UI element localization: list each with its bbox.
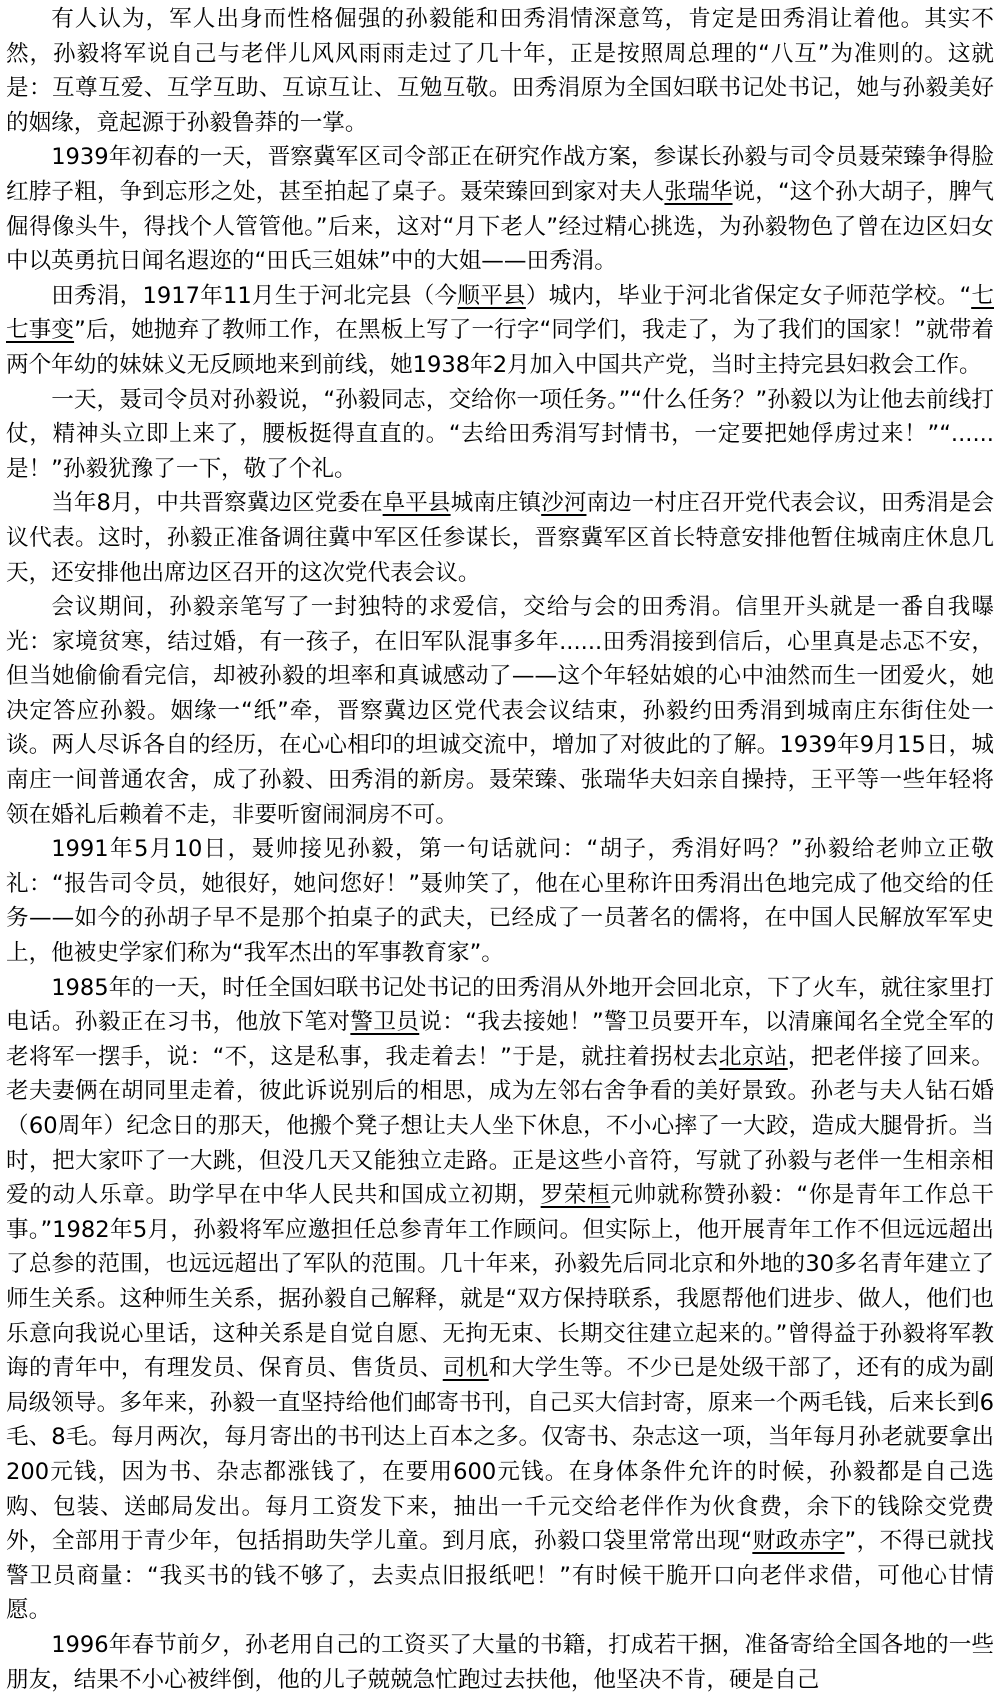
underlined-term: 北京站 bbox=[718, 1043, 788, 1070]
paragraph bbox=[6, 279, 994, 383]
underlined-term: 财政赤字 bbox=[752, 1528, 845, 1555]
text-run: ”后，她抛弃了教师工作，在黑板上写了一行字“同学们，我走了，为了我们的国家！”就带着两个年幼的妹妹义无反顾地来到前线，她1938年2月加入中国共产党，当时主持完县妇救会工作。 bbox=[6, 317, 995, 378]
text-run: 1939年初春的一天，晋察冀军区司令部正在研究作战方案，参谋长孙毅与司令员聂荣臻争得脸红脖子粗，争到忘形之处，甚至拍起了桌子。聂荣臻回到家对夫人 bbox=[6, 144, 994, 205]
paragraph bbox=[6, 486, 994, 590]
underlined-term: 顺平县 bbox=[457, 282, 526, 309]
text-run: ，把老伴接了回来。老夫妻俩在胡同里走着，彼此诉说别后的相思，成为左邻右舍争看的美好景致。孙老与夫人钻石婚（60周年）纪念日的那天，他搬个凳子想让夫人坐下休息，不小心摔了一大跤，造成大腿骨折。当时，把大家吓了一大跳，但没几天又能独立走路。正是这些小音符，写就了孙毅与老伴一生相亲相爱的动人乐章。助学早在中华人民共和国成立初期， bbox=[6, 1043, 995, 1209]
text-run: 说，“这个孙大胡子，脾气倔得像头牛，得找个人管管他。”后来，这对“月下老人”经过精心挑选，为孙毅物色了曾在边区妇女中以英勇抗日闻名遐迩的“田氏三姐妹”中的大姐——田秀涓。 bbox=[6, 178, 994, 275]
text-run: 一天，聂司令员对孙毅说，“孙毅同志，交给你一项任务。”“什么任务？”孙毅以为让他去前线打仗，精神头立即上来了，腰板挺得直直的。“去给田秀涓写封情书，一定要把她俘虏过来！”“......是！”孙毅犹豫了一下，敬了个礼。 bbox=[6, 386, 994, 482]
text-run: 田秀涓，1917年11月生于河北完县（今 bbox=[51, 282, 458, 309]
text-run: 说：“我去接她！”警卫员要开车，以清廉闻名全党全军的老将军一摆手，说：“不，这是私事，我走着去！”于是，就拄着拐杖去 bbox=[6, 1009, 995, 1070]
text-run: 会议期间，孙毅亲笔写了一封独特的求爱信，交给与会的田秀涓。信里开头就是一番自我曝光：家境贫寒，结过婚，有一孩子，在旧军队混事多年......田秀涓接到信后，心里真是忐忑不安，但当她偷偷看完信，却被孙毅的坦率和真诚感动了——这个年轻姑娘的心中油然而生一团爱火，她决定答应孙毅。姻缘一“纸”牵，晋察冀边区党代表会议结束，孙毅约田秀涓到城南庄东街住处一谈。两人尽诉各自的经历，在心心相印的坦诚交流中，增加了对彼此的了解。1939年9月15日，城南庄一间普通农舍，成了孙毅、田秀涓的新房。聂荣臻、张瑞华夫妇亲自操持，王平等一些年轻将领在婚礼后赖着不走，非要听窗闹洞房不可。 bbox=[6, 594, 994, 828]
underlined-term: 警卫员 bbox=[350, 1009, 420, 1036]
text-run: 有人认为，军人出身而性格倔强的孙毅能和田秀涓情深意笃，肯定是田秀涓让着他。其实不然，孙毅将军说自己与老伴儿风风雨雨走过了几十年，正是按照周总理的“八互”为准则的。这就是：互尊互爱、互学互助、互谅互让、互勉互敬。田秀涓原为全国妇联书记处书记，她与孙毅美好的姻缘，竟起源于孙毅鲁莽的一掌。 bbox=[6, 6, 994, 136]
underlined-term: 七七事变 bbox=[6, 282, 994, 344]
underlined-term: 司机 bbox=[442, 1355, 489, 1382]
text-run: ”，不得已就找警卫员商量：“我买书的钱不够了，去卖点旧报纸吧！”有时候干脆开口向老伴求借，可他心甘情愿。 bbox=[6, 1528, 994, 1624]
underlined-term: 张瑞华 bbox=[664, 178, 733, 205]
paragraph bbox=[6, 590, 994, 832]
underlined-term: 阜平县 bbox=[382, 490, 451, 517]
paragraph bbox=[6, 2, 994, 140]
text-run: 元帅就称赞孙毅：“你是青年工作总干事。”1982年5月，孙毅将军应邀担任总参青年工作顾问。但实际上，他开展青年工作不但远远超出了总参的范围，也远远超出了军队的范围。几十年来，孙毅先后同北京和外地的30多名青年建立了师生关系。这种师生关系，据孙毅自己解释，就是“双方保持联系，我愿帮他们进步、做人，他们也乐意向我说心里话，这种关系是自觉自愿、无拘无束、长期交往建立起来的。”曾得益于孙毅将军教诲的青年中，有理发员、保育员、售货员、 bbox=[6, 1182, 994, 1382]
underlined-term: 罗荣桓 bbox=[540, 1182, 611, 1209]
paragraph bbox=[6, 971, 994, 1628]
text-run: ）城内，毕业于河北省保定女子师范学校。“ bbox=[525, 282, 972, 309]
text-run: 1996年春节前夕，孙老用自己的工资买了大量的书籍，打成若干捆，准备寄给全国各地的一些朋友，结果不小心被绊倒，他的儿子兢兢急忙跑过去扶他，他坚决不肯，硬是自己 bbox=[6, 1631, 994, 1693]
text-run: 1991年5月10日，聂帅接见孙毅，第一句话就问：“胡子，秀涓好吗？”孙毅给老帅立正敬礼：“报告司令员，她很好，她问您好！”聂帅笑了，他在心里称许田秀涓出色地完成了他交给的任务——如今的孙胡子早不是那个拍桌子的武夫，已经成了一员著名的儒将，在中国人民解放军军史上，他被史学家们称为“我军杰出的军事教育家”。 bbox=[6, 836, 994, 967]
text-run: 1985年的一天，时任全国妇联书记处书记的田秀涓从外地开会回北京，下了火车，就往家里打电话。孙毅正在习书，他放下笔对 bbox=[6, 974, 994, 1036]
paragraph bbox=[6, 1628, 994, 1697]
article-body bbox=[6, 2, 994, 1697]
underlined-term: 沙河 bbox=[541, 490, 587, 517]
paragraph bbox=[6, 832, 994, 970]
paragraph bbox=[6, 383, 994, 487]
text-run: 南边一村庄召开党代表会议，田秀涓是会议代表。这时，孙毅正准备调往冀中军区任参谋长，晋察冀军区首长特意安排他暂住城南庄休息几天，还安排他出席边区召开的这次党代表会议。 bbox=[6, 490, 995, 586]
paragraph bbox=[6, 140, 994, 278]
text-run: 城南庄镇 bbox=[450, 490, 542, 517]
text-run: 和大学生等。不少已是处级干部了，还有的成为副局级领导。多年来，孙毅一直坚持给他们邮寄书刊，自己买大信封寄，原来一个两毛钱，后来长到6毛、8毛。每月两次，每月寄出的书刊达上百本之多。仅寄书、杂志这一项，当年每月孙老就要拿出200元钱，因为书、杂志都涨钱了，在要用600元钱。在身体条件允许的时候，孙毅都是自己选购、包装、送邮局发出。每月工资发下来，抽出一千元交给老伴作为伙食费，余下的钱除交党费外，全部用于青少年，包括捐助失学儿童。到月底，孙毅口袋里常常出现“ bbox=[6, 1355, 995, 1555]
text-run: 当年8月，中共晋察冀边区党委在 bbox=[51, 490, 383, 517]
